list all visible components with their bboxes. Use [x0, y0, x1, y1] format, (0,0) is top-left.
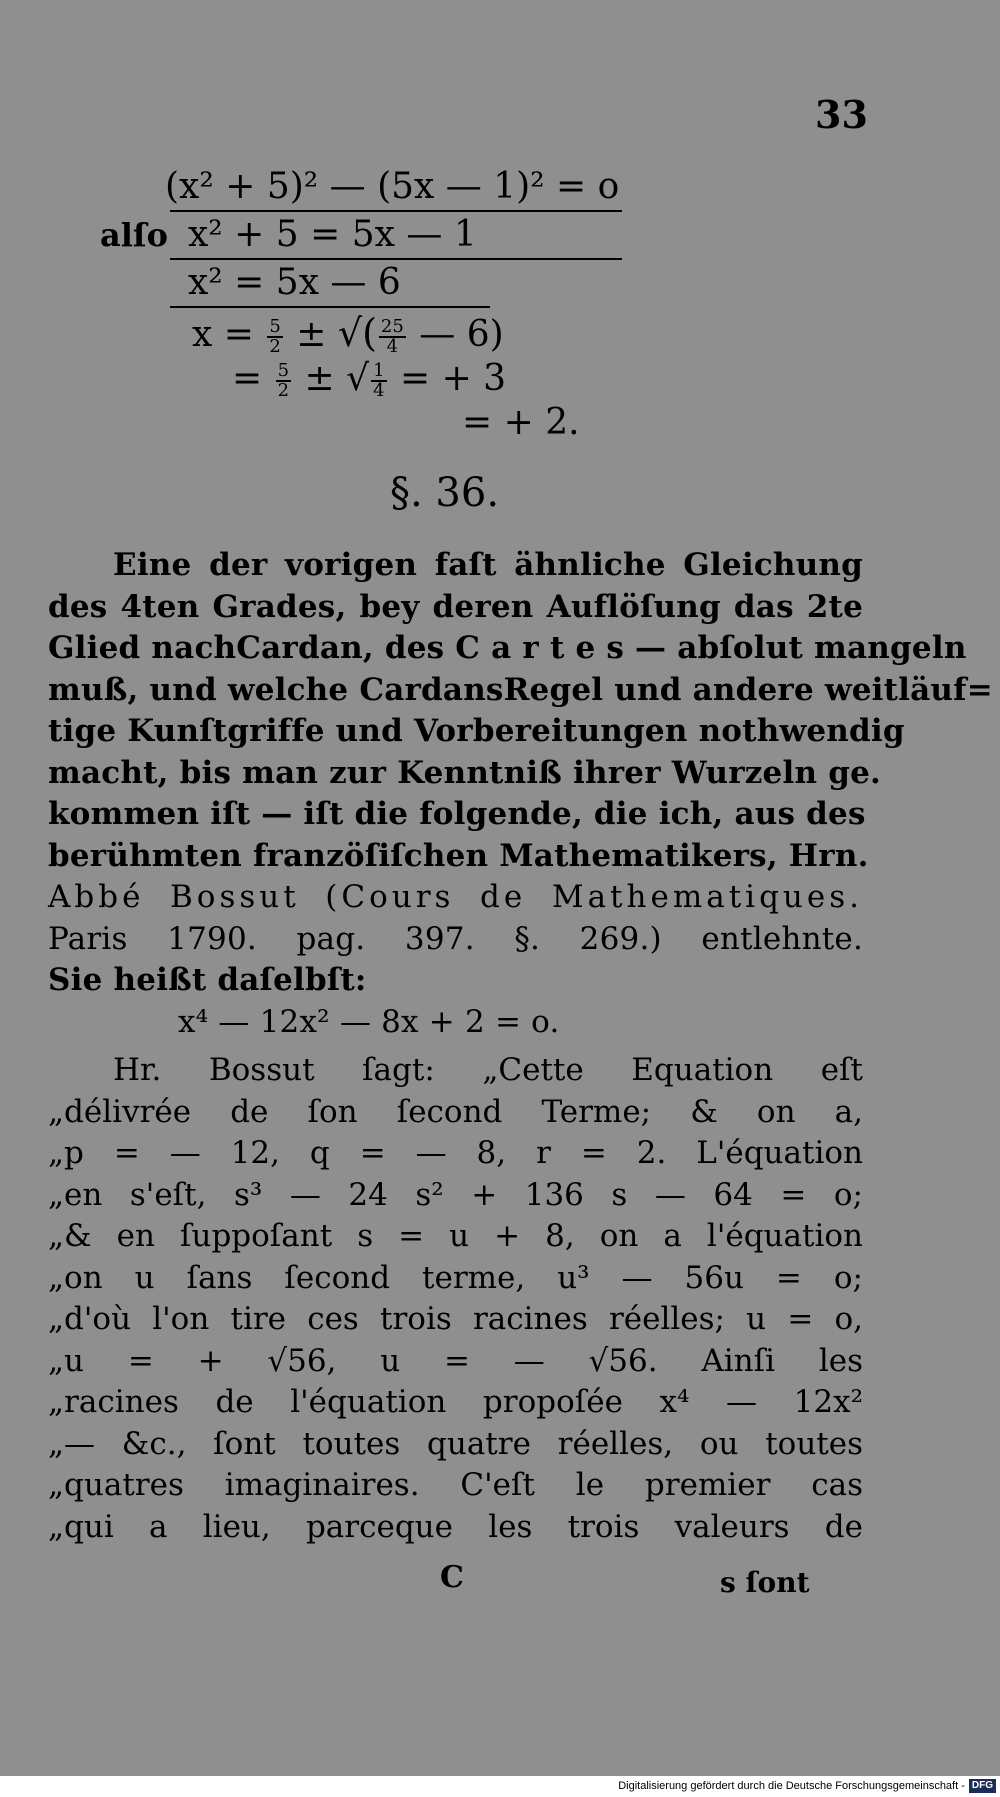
equation-6: = + 2.	[462, 402, 580, 443]
quote-line: „— &c., ſont toutes quatre réelles, ou toutes	[48, 1425, 863, 1462]
quote-line: Hr. Bossut ſagt: „Cette Equation eſt	[113, 1052, 863, 1088]
section-heading: §. 36.	[390, 470, 500, 516]
fraction-five-halves	[276, 362, 291, 400]
paragraph-line: des 4ten Grades, bey deren Auflöſung das 2te	[48, 588, 863, 625]
paragraph-line: Sie heißt daſelbſt:	[48, 962, 367, 998]
fraction-denominator: 4	[373, 380, 385, 401]
paragraph	[48, 545, 993, 1043]
signature-mark: C	[440, 1560, 464, 1595]
equation-rule-2	[170, 258, 622, 260]
quote-line: „& en ſuppoſant s = u + 8, on a l'équation	[48, 1218, 863, 1254]
fraction-numerator: 1	[373, 360, 385, 381]
quote-line: „u = + √56, u = — √56. Ainſi les	[48, 1342, 863, 1379]
paragraph-line: berühmten franzöſiſchen Mathematikers, Hrn.	[48, 837, 869, 874]
equation-3: x² = 5x — 6	[188, 262, 401, 303]
paragraph-line: tige Kunſtgriffe und Vorbereitungen nothwendig	[48, 713, 905, 749]
fraction-denominator: 4	[386, 336, 399, 357]
footer-bar	[0, 1776, 1000, 1797]
dfg-logo-icon[interactable]: DFG	[969, 1779, 996, 1793]
paragraph-line: Eine der vorigen faſt ähnliche Gleichung	[113, 547, 863, 583]
fraction-numerator: 25	[380, 316, 404, 337]
equation-4	[192, 312, 504, 356]
equation-2: x² + 5 = 5x — 1	[188, 214, 477, 255]
eq5-lead: =	[232, 358, 274, 399]
eq4-sqrt: √(	[337, 311, 377, 355]
eq4-plus-minus: ±	[284, 314, 338, 355]
eq4-tail: — 6)	[407, 314, 504, 355]
quote-line: „on u ſans ſecond terme, u³ — 56u = o;	[48, 1259, 863, 1296]
footer-credit: Digitalisierung gefördert durch die Deutsche Forschungsgemeinschaft -	[618, 1780, 965, 1792]
fraction-one-quarter	[371, 362, 386, 400]
quote-line: „en s'eſt, s³ — 24 s² + 136 s — 64 = o;	[48, 1176, 863, 1213]
fraction-numerator: 5	[277, 360, 290, 381]
quote-line: „délivrée de ſon ſecond Terme; & on a,	[48, 1093, 863, 1130]
eq5-plus-minus-sqrt: ± √	[293, 358, 370, 399]
quote-line: „d'où l'on tire ces trois racines réelles; u = o,	[48, 1301, 863, 1337]
fraction-numerator: 5	[269, 316, 281, 337]
equation-rule-3	[170, 306, 490, 308]
eq4-lead: x =	[192, 314, 266, 355]
fraction-five-halves	[267, 318, 282, 356]
page-number: 33	[815, 92, 868, 137]
equation-5	[232, 358, 506, 400]
paragraph-line: Paris 1790. pag. 397. §. 269.) entlehnte.	[48, 920, 863, 957]
quote-line: „p = — 12, q = — 8, r = 2. L'équation	[48, 1135, 863, 1171]
paragraph-line: kommen iſt — iſt die folgende, die ich, aus des	[48, 796, 866, 832]
quartic-equation: x⁴ — 12x² — 8x + 2 = o.	[178, 1003, 560, 1040]
fraction-denominator: 2	[277, 380, 290, 401]
equation-rule-1	[170, 210, 622, 212]
paragraph-line: macht, bis man zur Kenntniß ihrer Wurzeln ge.	[48, 754, 881, 791]
also-label: alſo	[100, 216, 168, 254]
fraction-denominator: 2	[269, 336, 281, 357]
paragraph-line: muß, und welche CardansRegel und andere weitläuf=	[48, 671, 993, 708]
paragraph-line: Glied nachCardan, des C a r t e s — abſolut mangeln	[48, 630, 967, 666]
quote-block	[48, 1050, 863, 1548]
quote-line: „qui a lieu, parceque les trois valeurs de	[48, 1508, 863, 1545]
fraction-twentyfive-quarters	[379, 318, 406, 356]
paragraph-line: Abbé Bossut (Cours de Mathematiques.	[48, 879, 863, 915]
eq5-tail: = + 3	[388, 358, 507, 399]
catchword: s ſont	[720, 1566, 810, 1599]
equation-1: (x² + 5)² — (5x — 1)² = o	[165, 166, 620, 207]
quote-line: „quatres imaginaires. C'eſt le premier cas	[48, 1467, 863, 1503]
quote-line: „racines de l'équation propoſée x⁴ — 12x²	[48, 1384, 863, 1420]
